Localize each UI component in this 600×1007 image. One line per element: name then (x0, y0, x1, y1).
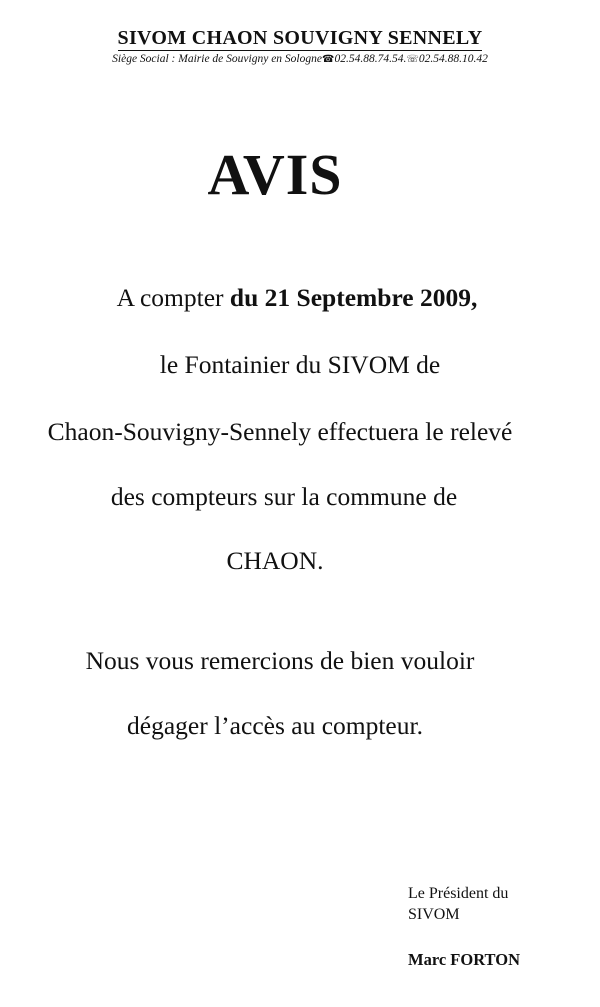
telephone-icon: ☎ (321, 54, 335, 65)
notice-line-3: Chaon-Souvigny-Sennely effectuera le relevé (47, 417, 513, 446)
signature-name: Marc FORTON (408, 950, 521, 969)
notice-line-2: le Fontainier du SIVOM de (159, 350, 441, 379)
notice-line-5: CHAON. (226, 546, 324, 575)
organization-name (0, 26, 600, 50)
organization-name-text: SIVOM CHAON SOUVIGNY SENNELY (117, 27, 483, 49)
notice-line-4: des compteurs sur la commune de (110, 482, 458, 511)
signature-role-line-2: SIVOM (408, 906, 460, 923)
notice-line-7: dégager l’accès au compteur. (127, 711, 423, 740)
notice-line-1-prefix: A compter (116, 283, 230, 312)
notice-line-1-suffix: , (471, 283, 478, 312)
notice-title: AVIS (207, 142, 343, 207)
header-contact-line (0, 52, 600, 67)
signature-role-line-1: Le Président du (408, 885, 509, 902)
seat-address: Siège Social : Mairie de Souvigny en Sologne (112, 53, 322, 65)
phone-number: 02.54.88.74.54. (334, 53, 407, 65)
fax-icon: ☏ (406, 54, 419, 65)
notice-date: du 21 Septembre 2009 (229, 283, 472, 312)
notice-line-6: Nous vous remercions de bien vouloir (85, 646, 475, 675)
notice-line-1 (0, 282, 594, 314)
fax-number: 02.54.88.10.42 (418, 53, 488, 65)
